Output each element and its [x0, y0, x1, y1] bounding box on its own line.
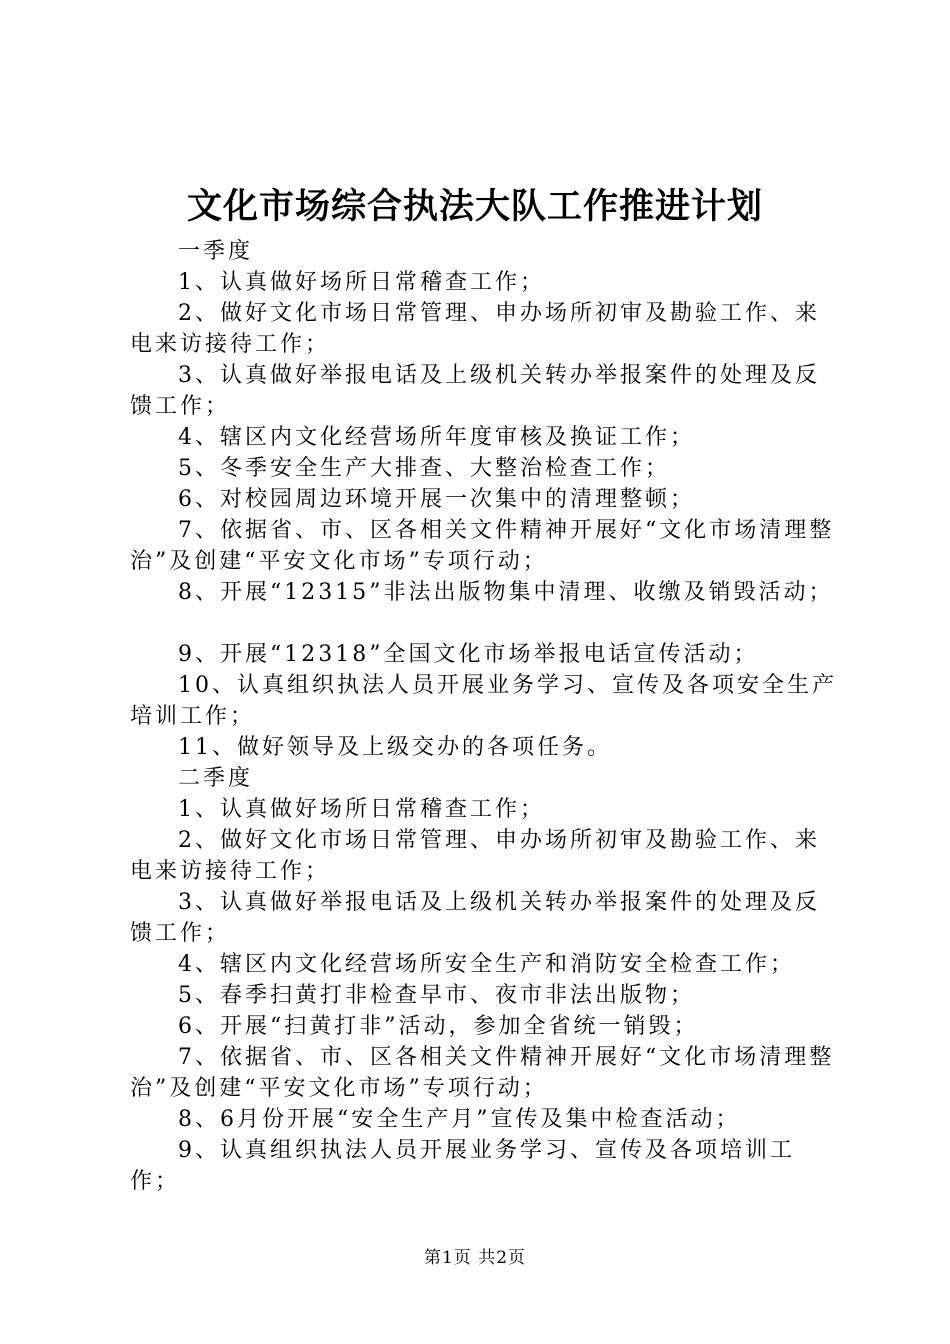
- section-heading-q1: 一季度: [178, 239, 254, 264]
- q2-item-5: 5、春季扫黄打非检查早市、夜市非法出版物；: [178, 983, 695, 1008]
- q1-item-4: 4、辖区内文化经营场所年度审核及换证工作；: [178, 425, 695, 450]
- q1-item-3: 3、认真做好举报电话及上级机关转办举报案件的处理及反馈工作；: [130, 363, 820, 419]
- q1-item-2: 2、做好文化市场日常管理、申办场所初审及勘验工作、来电来访接待工作；: [130, 301, 820, 357]
- q1-item-5: 5、冬季安全生产大排查、大整治检查工作；: [178, 456, 670, 481]
- q1-item-9: 9、开展“12318”全国文化市场举报电话宣传活动；: [178, 642, 759, 667]
- q2-item-9: 9、认真组织执法人员开展业务学习、宣传及各项培训工作；: [130, 1138, 795, 1194]
- section-heading-q2: 二季度: [178, 766, 254, 791]
- q1-item-1: 1、认真做好场所日常稽查工作；: [178, 270, 545, 295]
- q2-item-8: 8、6月份开展“安全生产月”宣传及集中检查活动；: [178, 1107, 741, 1132]
- q2-item-2: 2、做好文化市场日常管理、申办场所初审及勘验工作、来电来访接待工作；: [130, 828, 820, 884]
- page-footer: 第1页 共2页: [423, 1248, 527, 1268]
- document-body: [130, 236, 840, 1197]
- q1-item-7: 7、依据省、市、区各相关文件精神开展好“文化市场清理整治”及创建“平安文化市场”专项行动；: [130, 518, 835, 574]
- q1-item-6: 6、对校园周边环境开展一次集中的清理整顿；: [178, 487, 695, 512]
- q1-item-8: 8、开展“12315”非法出版物集中清理、收缴及销毁活动；: [178, 580, 834, 605]
- q1-item-10: 10、认真组织执法人员开展业务学习、宣传及各项安全生产培训工作；: [130, 673, 837, 729]
- q2-item-3: 3、认真做好举报电话及上级机关转办举报案件的处理及反馈工作；: [130, 890, 820, 946]
- q2-item-7: 7、依据省、市、区各相关文件精神开展好“文化市场清理整治”及创建“平安文化市场”专项行动；: [130, 1045, 835, 1101]
- q2-item-6: 6、开展“扫黄打非”活动，参加全省统一销毁；: [178, 1014, 699, 1039]
- document-title: 文化市场综合执法大队工作推进计划: [186, 186, 763, 227]
- q2-item-1: 1、认真做好场所日常稽查工作；: [178, 797, 545, 822]
- q1-item-11: 11、做好领导及上级交办的各项任务。: [178, 735, 612, 760]
- q2-item-4: 4、辖区内文化经营场所安全生产和消防安全检查工作；: [178, 952, 795, 977]
- paragraph-gap: [130, 608, 840, 639]
